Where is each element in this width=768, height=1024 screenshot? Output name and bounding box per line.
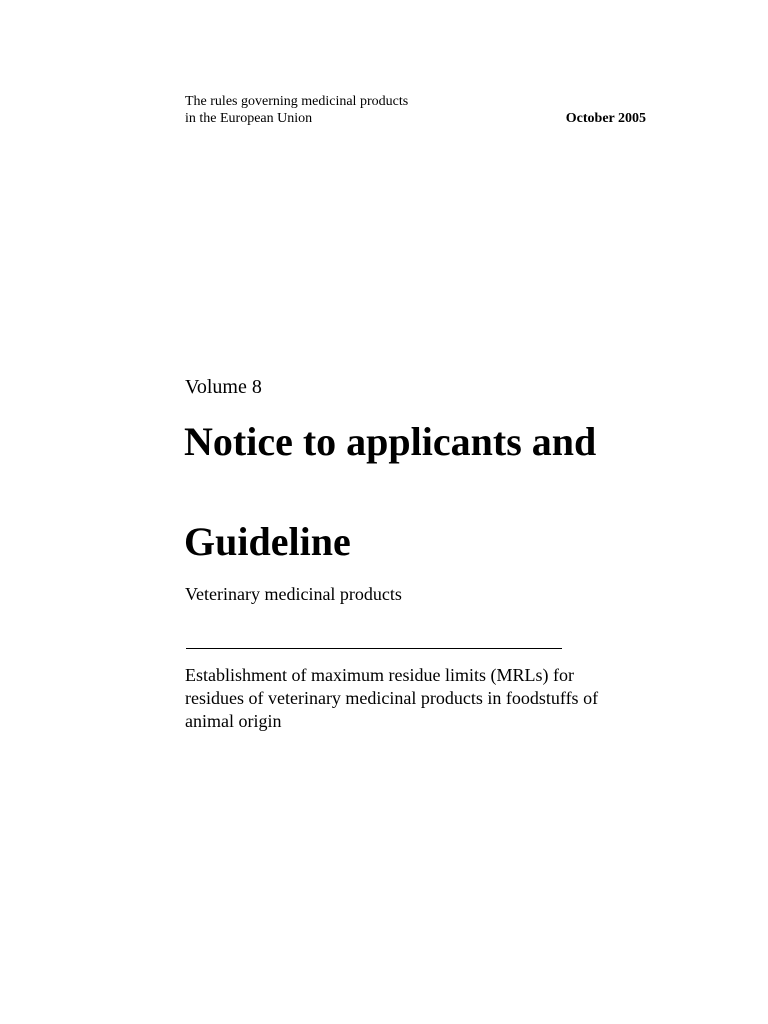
publication-date: October 2005 [565,111,646,126]
header-line-1: The rules governing medicinal products [185,94,409,109]
volume-label: Volume 8 [185,376,262,398]
description-line-3: animal origin [185,711,282,731]
header-line-2: in the European Union [185,111,313,126]
header-publication-info [185,93,408,127]
description-line-2: residues of veterinary medicinal products in foodstuffs of [185,688,599,708]
document-title-line-1: Notice to applicants and [184,419,597,464]
document-title-line-2: Guideline [184,519,351,564]
description-line-1: Establishment of maximum residue limits (MRLs) for [185,665,574,685]
document-subtitle: Veterinary medicinal products [185,584,402,604]
document-description [185,664,705,733]
horizontal-divider [186,648,562,649]
